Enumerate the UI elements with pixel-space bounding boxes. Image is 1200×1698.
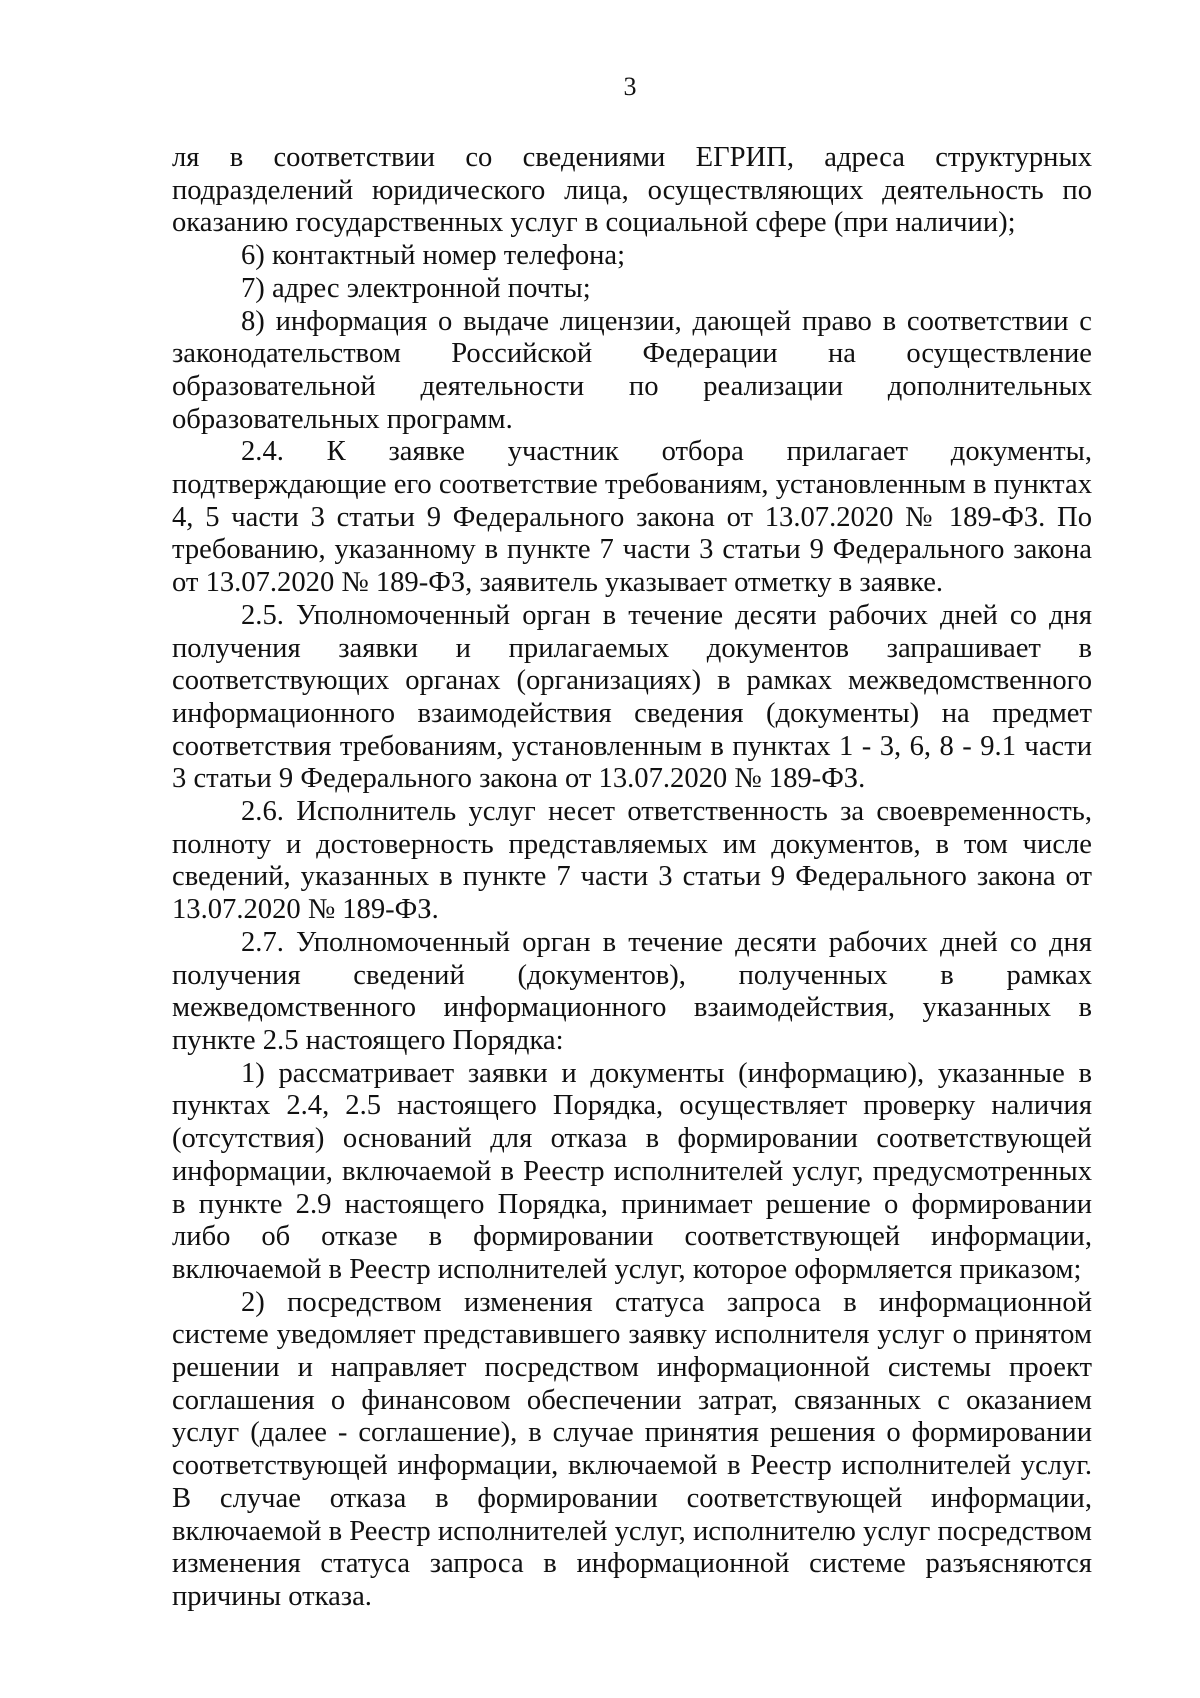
paragraph-2-5: 2.5. Уполномоченный орган в течение десяти рабочих дней со дня получения заявки и прилагаемых документов запрашивает в соответствующих органах (организациях) в рамках межведомственного информационного взаимодействия сведения (документы) на предмет соответствия требованиям, установленным в пунктах 1 - 3, 6, 8 - 9.1 части 3 статьи 9 Федерального закона от 13.07.2020 № 189-ФЗ.	[172, 599, 1092, 795]
paragraph-2-7-item-1: 1) рассматривает заявки и документы (информацию), указанные в пунктах 2.4, 2.5 настоящего Порядка, осуществляет проверку наличия (отсутствия) оснований для отказа в формировании соответствующей информации, включаемой в Реестр исполнителей услуг, предусмотренных в пункте 2.9 настоящего Порядка, принимает решение о формировании либо об отказе в формировании соответствующей информации, включаемой в Реестр исполнителей услуг, которое оформляется приказом;	[172, 1057, 1092, 1285]
paragraph-2-7-item-2: 2) посредством изменения статуса запроса в информационной системе уведомляет представившего заявку исполнителя услуг о принятом решении и направляет посредством информационной системы проект соглашения о финансовом обеспечении затрат, связанных с оказанием услуг (далее - соглашение), в случае принятия решения о формировании соответствующей информации, включаемой в Реестр исполнителей услуг. В случае отказа в формировании соответствующей информации, включаемой в Реестр исполнителей услуг, исполнителю услуг посредством изменения статуса запроса в информационной системе разъясняются причины отказа.	[172, 1286, 1092, 1612]
page-number: 3	[623, 72, 637, 101]
paragraph-2-6: 2.6. Исполнитель услуг несет ответственность за своевременность, полноту и достоверность представляемых им документов, в том числе сведений, указанных в пункте 7 части 3 статьи 9 Федерального закона от 13.07.2020 № 189-ФЗ.	[172, 796, 1092, 926]
paragraph-item-8: 8) информация о выдаче лицензии, дающей право в соответствии с законодательством Российской Федерации на осуществление образовательной деятельности по реализации дополнительных образовательных программ.	[172, 305, 1092, 435]
paragraph-2-4: 2.4. К заявке участник отбора прилагает документы, подтверждающие его соответствие требованиям, установленным в пунктах 4, 5 части 3 статьи 9 Федерального закона от 13.07.2020 № 189-ФЗ. По требованию, указанному в пункте 7 части 3 статьи 9 Федерального закона от 13.07.2020 № 189-ФЗ, заявитель указывает отметку в заявке.	[172, 436, 1092, 599]
paragraph-item-7: 7) адрес электронной почты;	[241, 272, 591, 304]
document-body	[172, 142, 1092, 1614]
paragraph-continuation: ля в соответствии со сведениями ЕГРИП, адреса структурных подразделений юридического лица, осуществляющих деятельность по оказанию государственных услуг в социальной сфере (при наличии);	[172, 142, 1092, 239]
paragraph-2-7: 2.7. Уполномоченный орган в течение десяти рабочих дней со дня получения сведений (документов), полученных в рамках межведомственного информационного взаимодействия, указанных в пункте 2.5 настоящего Порядка:	[172, 926, 1092, 1056]
paragraph-item-6: 6) контактный номер телефона;	[241, 240, 626, 272]
